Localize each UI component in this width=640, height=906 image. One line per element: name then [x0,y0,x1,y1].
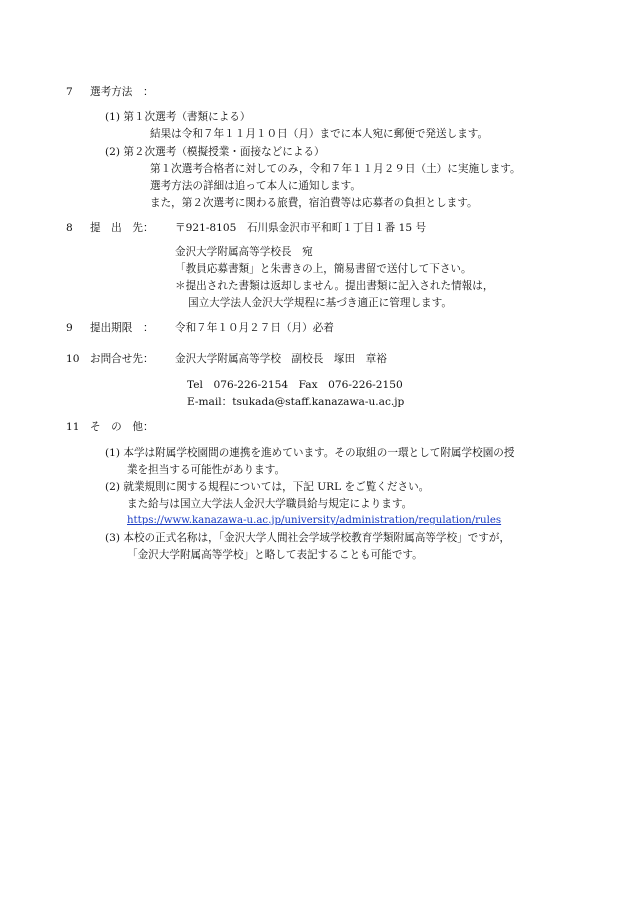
contact-email: E-mail：tsukada@staff.kanazawa-u.ac.jp [187,396,405,408]
submission-address: 〒921-8105 石川県金沢市平和町１丁目１番 15 号 [175,222,427,234]
contact-phone-fax: Tel 076-226-2154 Fax 076-226-2150 [187,379,403,391]
section-7-title: 選考方法 ： [90,86,154,98]
section-7-item-2-detail-1: 第１次選考合格者に対してのみ，令和７年１１月２９日（土）に実施します。 [150,163,521,175]
section-11-item-2-line-2: また給与は国立大学法人金沢大学職員給与規定によります。 [127,498,413,510]
contact-person: 金沢大学附属高等学校 副校長 塚田 章裕 [175,353,387,365]
submission-note-1: ＊提出された書類は返却しません。提出書類に記入された情報は， [175,280,494,292]
section-7-item-2-detail-3: また，第２次選考に関わる旅費，宿泊費等は応募者の負担とします。 [150,197,478,209]
section-11-item-1-line-1: (1) 本学は附属学校園間の連携を進めています。その取組の一環として附属学校園の授 [105,447,515,459]
section-9-number: 9 [66,322,73,334]
section-7-item-1: (1) 第１次選考（書類による） [105,111,251,123]
section-7-item-1-detail: 結果は令和７年１１月１０日（月）までに本人宛に郵便で発送します。 [150,128,489,140]
section-11-item-1-line-2: 業を担当する可能性があります。 [127,464,286,476]
regulation-url-link[interactable]: https://www.kanazawa-u.ac.jp/university/administration/regulation/rules [127,515,502,526]
section-10-title: お問合せ先： [90,353,154,365]
section-10-number: 10 [66,353,80,365]
submission-instruction: 「教員応募書類」と朱書きの上，簡易書留で送付して下さい。 [175,263,472,275]
section-8-title: 提 出 先： [90,222,154,234]
section-11-item-3-line-2: 「金沢大学附属高等学校」と略して表記することも可能です。 [127,549,423,561]
section-11-number: 11 [66,421,80,433]
section-9-title: 提出期限 ： [90,322,154,334]
submission-deadline: 令和７年１０月２７日（月）必着 [175,322,334,334]
section-11-title: そ の 他： [90,421,154,433]
section-7-item-2: (2) 第２次選考（模擬授業・面接などによる） [105,146,325,158]
section-11-item-3-line-1: (3) 本校の正式名称は，「金沢大学人間社会学域学校教育学類附属高等学校」ですが， [105,532,511,544]
section-7-number: 7 [66,86,73,98]
section-11-item-2-line-1: (2) 就業規則に関する規程については，下記 URL をご覧ください。 [105,481,430,493]
submission-recipient: 金沢大学附属高等学校長 宛 [175,246,313,258]
section-7-item-2-detail-2: 選考方法の詳細は追って本人に通知します。 [150,180,362,192]
section-8-number: 8 [66,222,73,234]
submission-note-2: 国立大学法人金沢大学規程に基づき適正に管理します。 [188,297,452,309]
